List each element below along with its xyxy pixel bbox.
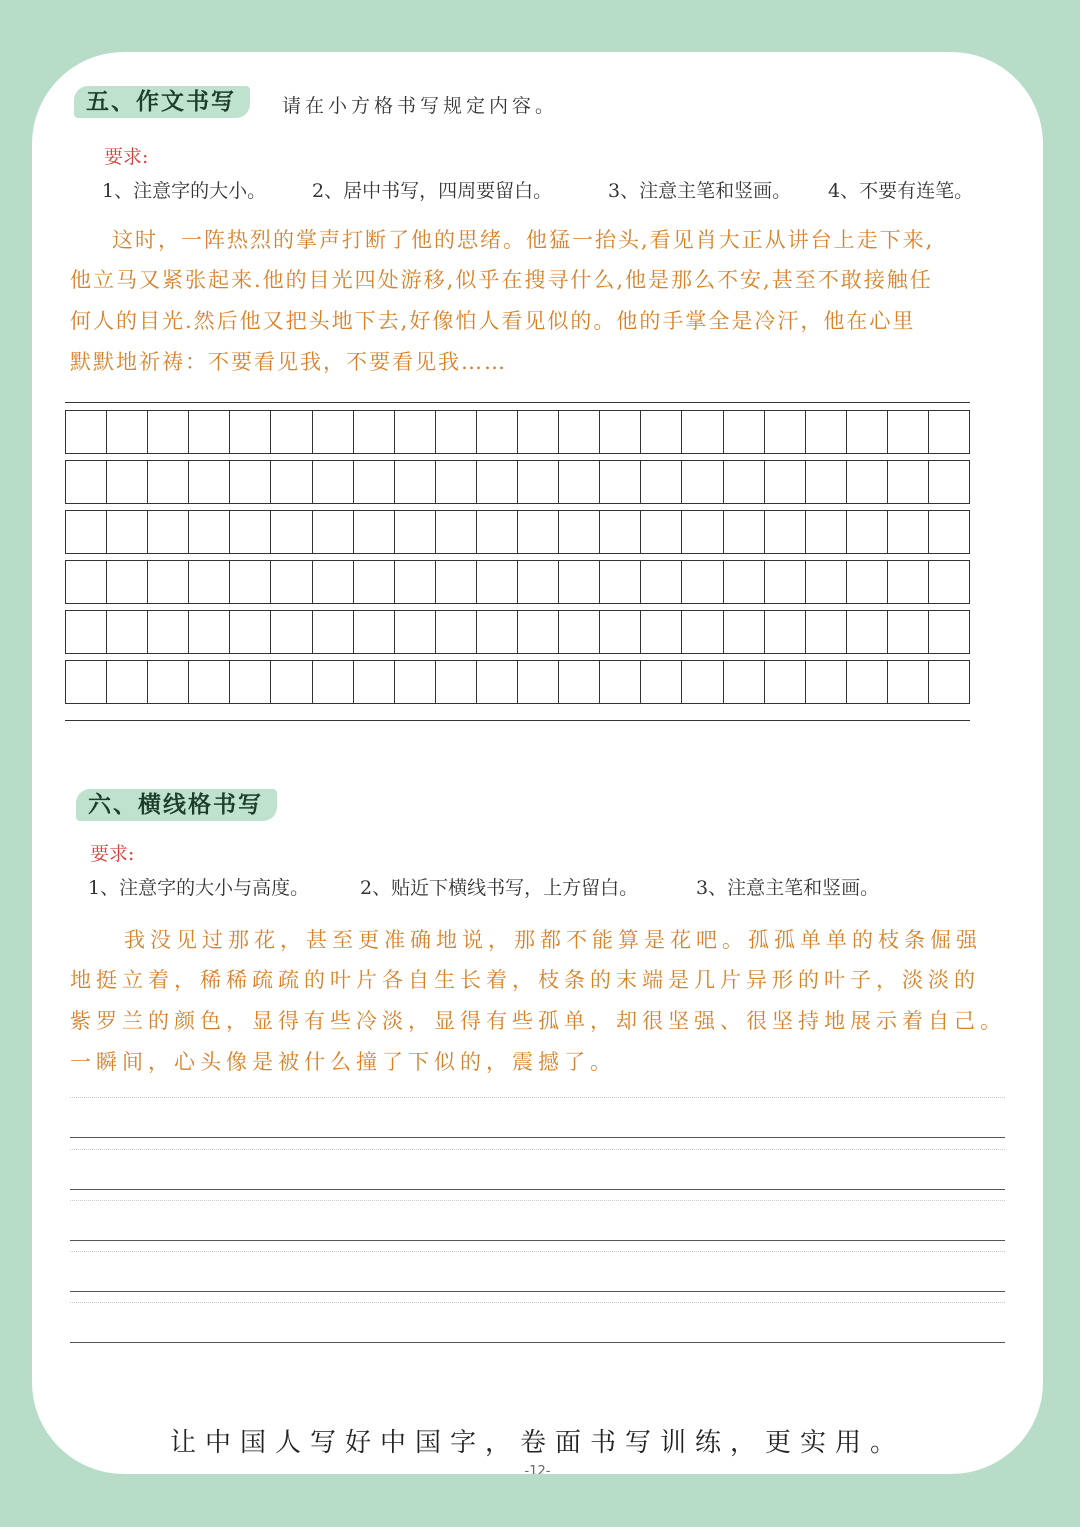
grid-cell[interactable]	[806, 461, 847, 503]
grid-cell[interactable]	[230, 461, 271, 503]
grid-cell[interactable]	[724, 411, 765, 453]
grid-cell[interactable]	[395, 411, 436, 453]
grid-cell[interactable]	[888, 461, 929, 503]
section5-instruction: 请在小方格书写规定内容。	[282, 95, 559, 117]
grid-cell[interactable]	[929, 511, 969, 553]
grid-cell[interactable]	[929, 661, 969, 703]
page-number: -12-	[524, 1464, 551, 1474]
grid-cell[interactable]	[847, 561, 888, 603]
section6-requirement-1: 1、注意字的大小与高度。	[88, 877, 310, 899]
grid-cell[interactable]	[107, 511, 148, 553]
grid-cell[interactable]	[354, 661, 395, 703]
grid-cell[interactable]	[477, 661, 518, 703]
footer-slogan: 让中国人写好中国字，卷面书写训练，更实用。	[169, 1428, 905, 1458]
grid-cell[interactable]	[559, 561, 600, 603]
section6-requirements-label: 要求:	[90, 843, 135, 865]
writing-line[interactable]	[70, 1251, 1005, 1291]
grid-row[interactable]	[65, 610, 970, 654]
grid-cell[interactable]	[477, 461, 518, 503]
grid-cell[interactable]	[682, 561, 723, 603]
grid-cell[interactable]	[395, 461, 436, 503]
grid-cell[interactable]	[271, 461, 312, 503]
grid-cell[interactable]	[148, 611, 189, 653]
grid-cell[interactable]	[847, 411, 888, 453]
section6-sample-line-1: 我没见过那花，甚至更准确地说，那都不能算是花吧。孤孤单单的枝条倔强	[124, 928, 982, 952]
writing-line[interactable]	[70, 1200, 1005, 1240]
grid-cell[interactable]	[806, 511, 847, 553]
grid-cell[interactable]	[559, 461, 600, 503]
grid-cell[interactable]	[641, 661, 682, 703]
grid-row[interactable]	[65, 410, 970, 454]
grid-cell[interactable]	[929, 611, 969, 653]
grid-top-border	[65, 402, 970, 403]
grid-cell[interactable]	[189, 411, 230, 453]
grid-cell[interactable]	[559, 611, 600, 653]
section5-title: 五、作文书写	[74, 86, 250, 118]
section5-requirement-2: 2、居中书写，四周要留白。	[312, 180, 553, 202]
grid-cell[interactable]	[682, 411, 723, 453]
writing-line[interactable]	[70, 1149, 1005, 1189]
grid-cell[interactable]	[518, 561, 559, 603]
grid-cell[interactable]	[66, 411, 107, 453]
section6-sample-line-3: 紫罗兰的颜色，显得有些冷淡，显得有些孤单，却很坚强、很坚持地展示着自己。	[70, 1009, 1006, 1033]
grid-cell[interactable]	[477, 411, 518, 453]
grid-cell[interactable]	[230, 411, 271, 453]
grid-cell[interactable]	[518, 661, 559, 703]
grid-cell[interactable]	[436, 611, 477, 653]
grid-cell[interactable]	[313, 411, 354, 453]
grid-cell[interactable]	[477, 561, 518, 603]
section6-requirement-2: 2、贴近下横线书写，上方留白。	[360, 877, 639, 899]
grid-cell[interactable]	[682, 511, 723, 553]
grid-cell[interactable]	[682, 661, 723, 703]
grid-cell[interactable]	[929, 561, 969, 603]
grid-cell[interactable]	[230, 511, 271, 553]
grid-cell[interactable]	[148, 511, 189, 553]
grid-cell[interactable]	[641, 511, 682, 553]
grid-cell[interactable]	[847, 511, 888, 553]
grid-cell[interactable]	[929, 461, 969, 503]
grid-cell[interactable]	[436, 411, 477, 453]
grid-cell[interactable]	[682, 461, 723, 503]
grid-cell[interactable]	[189, 661, 230, 703]
grid-cell[interactable]	[313, 611, 354, 653]
section5-requirements-label: 要求:	[104, 146, 149, 168]
grid-cell[interactable]	[66, 511, 107, 553]
grid-cell[interactable]	[765, 561, 806, 603]
grid-cell[interactable]	[354, 511, 395, 553]
section5-sample-line-4: 默默地祈祷：不要看见我，不要看见我……	[70, 350, 507, 374]
grid-cell[interactable]	[600, 661, 641, 703]
grid-cell[interactable]	[313, 511, 354, 553]
grid-cell[interactable]	[189, 511, 230, 553]
section5-requirement-1: 1、注意字的大小。	[102, 180, 267, 202]
section6-title: 六、横线格书写	[76, 789, 277, 821]
grid-cell[interactable]	[148, 561, 189, 603]
grid-cell[interactable]	[66, 461, 107, 503]
grid-cell[interactable]	[230, 661, 271, 703]
grid-cell[interactable]	[477, 611, 518, 653]
grid-cell[interactable]	[66, 611, 107, 653]
grid-cell[interactable]	[313, 461, 354, 503]
grid-cell[interactable]	[806, 661, 847, 703]
grid-cell[interactable]	[559, 511, 600, 553]
grid-cell[interactable]	[230, 611, 271, 653]
grid-row[interactable]	[65, 460, 970, 504]
grid-cell[interactable]	[641, 611, 682, 653]
grid-bottom-border	[65, 720, 970, 721]
grid-cell[interactable]	[395, 561, 436, 603]
section5-sample-line-3: 何人的目光.然后他又把头地下去,好像怕人看见似的。他的手掌全是冷汗，他在心里	[70, 309, 916, 333]
grid-cell[interactable]	[600, 511, 641, 553]
grid-cell[interactable]	[395, 661, 436, 703]
writing-line[interactable]	[70, 1302, 1005, 1342]
grid-cell[interactable]	[271, 511, 312, 553]
grid-row[interactable]	[65, 660, 970, 704]
grid-cell[interactable]	[271, 611, 312, 653]
grid-cell[interactable]	[107, 611, 148, 653]
grid-row[interactable]	[65, 510, 970, 554]
grid-cell[interactable]	[107, 411, 148, 453]
grid-cell[interactable]	[189, 461, 230, 503]
section5-requirement-3: 3、注意主笔和竖画。	[608, 180, 792, 202]
grid-cell[interactable]	[888, 411, 929, 453]
grid-cell[interactable]	[230, 561, 271, 603]
grid-cell[interactable]	[600, 411, 641, 453]
grid-cell[interactable]	[765, 511, 806, 553]
grid-cell[interactable]	[189, 611, 230, 653]
grid-cell[interactable]	[148, 661, 189, 703]
grid-cell[interactable]	[806, 561, 847, 603]
grid-cell[interactable]	[641, 411, 682, 453]
grid-cell[interactable]	[641, 561, 682, 603]
section6-sample-line-4: 一瞬间，心头像是被什么撞了下似的，震撼了。	[70, 1050, 616, 1074]
grid-cell[interactable]	[888, 661, 929, 703]
grid-cell[interactable]	[148, 411, 189, 453]
grid-cell[interactable]	[107, 561, 148, 603]
grid-cell[interactable]	[765, 661, 806, 703]
grid-row[interactable]	[65, 560, 970, 604]
grid-cell[interactable]	[436, 511, 477, 553]
grid-cell[interactable]	[66, 661, 107, 703]
grid-cell[interactable]	[641, 461, 682, 503]
grid-cell[interactable]	[724, 511, 765, 553]
grid-cell[interactable]	[724, 561, 765, 603]
grid-cell[interactable]	[271, 561, 312, 603]
grid-cell[interactable]	[765, 611, 806, 653]
grid-cell[interactable]	[600, 461, 641, 503]
grid-cell[interactable]	[888, 511, 929, 553]
grid-cell[interactable]	[682, 611, 723, 653]
grid-cell[interactable]	[847, 461, 888, 503]
grid-cell[interactable]	[271, 661, 312, 703]
grid-cell[interactable]	[436, 461, 477, 503]
grid-cell[interactable]	[66, 561, 107, 603]
section5-requirement-4: 4、不要有连笔。	[828, 180, 974, 202]
grid-cell[interactable]	[518, 611, 559, 653]
grid-cell[interactable]	[888, 611, 929, 653]
grid-cell[interactable]	[847, 661, 888, 703]
section6-sample-line-2: 地挺立着，稀稀疏疏的叶片各自生长着，枝条的末端是几片异形的叶子，淡淡的	[70, 968, 980, 992]
grid-cell[interactable]	[724, 661, 765, 703]
grid-cell[interactable]	[313, 661, 354, 703]
grid-cell[interactable]	[929, 411, 969, 453]
grid-cell[interactable]	[847, 611, 888, 653]
grid-cell[interactable]	[724, 611, 765, 653]
grid-cell[interactable]	[354, 611, 395, 653]
grid-cell[interactable]	[395, 511, 436, 553]
grid-cell[interactable]	[436, 661, 477, 703]
grid-cell[interactable]	[148, 461, 189, 503]
grid-cell[interactable]	[518, 411, 559, 453]
grid-cell[interactable]	[354, 561, 395, 603]
grid-cell[interactable]	[765, 461, 806, 503]
worksheet-page	[32, 52, 1043, 1474]
square-writing-grid[interactable]	[65, 404, 970, 704]
grid-cell[interactable]	[354, 461, 395, 503]
grid-cell[interactable]	[518, 511, 559, 553]
grid-cell[interactable]	[107, 461, 148, 503]
grid-cell[interactable]	[765, 411, 806, 453]
grid-cell[interactable]	[888, 561, 929, 603]
grid-cell[interactable]	[189, 561, 230, 603]
grid-cell[interactable]	[313, 561, 354, 603]
grid-cell[interactable]	[559, 411, 600, 453]
grid-cell[interactable]	[395, 611, 436, 653]
grid-cell[interactable]	[107, 661, 148, 703]
grid-cell[interactable]	[724, 461, 765, 503]
grid-cell[interactable]	[600, 611, 641, 653]
grid-cell[interactable]	[518, 461, 559, 503]
grid-cell[interactable]	[271, 411, 312, 453]
section5-sample-line-1: 这时，一阵热烈的掌声打断了他的思绪。他猛一抬头,看见肖大正从讲台上走下来,	[112, 228, 935, 252]
section5-sample-line-2: 他立马又紧张起来.他的目光四处游移,似乎在搜寻什么,他是那么不安,甚至不敢接触任	[70, 268, 933, 292]
grid-cell[interactable]	[354, 411, 395, 453]
grid-cell[interactable]	[806, 611, 847, 653]
section6-requirement-3: 3、注意主笔和竖画。	[696, 877, 880, 899]
grid-cell[interactable]	[477, 511, 518, 553]
grid-cell[interactable]	[559, 661, 600, 703]
grid-cell[interactable]	[806, 411, 847, 453]
grid-cell[interactable]	[436, 561, 477, 603]
writing-line[interactable]	[70, 1097, 1005, 1137]
grid-cell[interactable]	[600, 561, 641, 603]
